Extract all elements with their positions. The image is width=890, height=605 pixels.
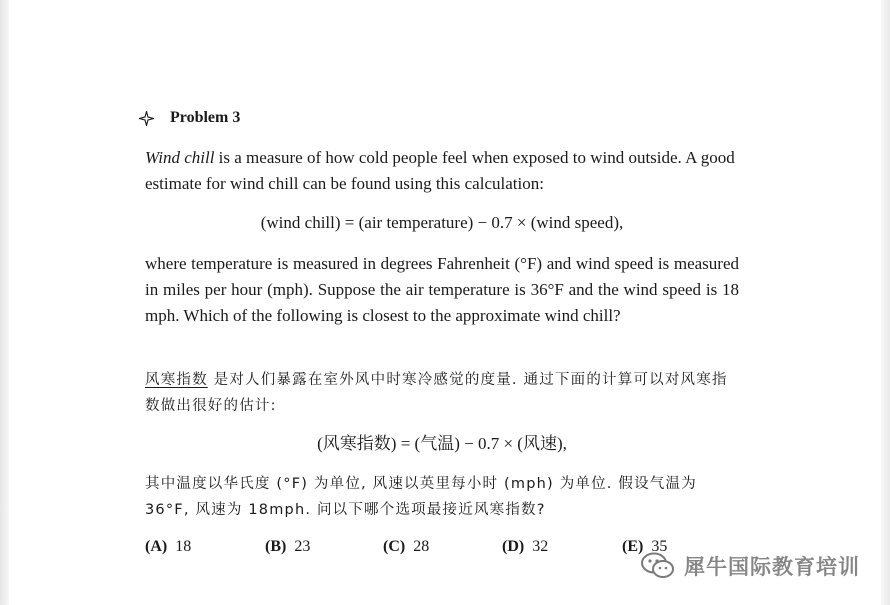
problem-intro <box>145 145 739 197</box>
choice-value: 18 <box>175 538 192 555</box>
problem-body: where temperature is measured in degrees Fahrenheit (°F) and wind speed is measured in miles per hour (mph). Suppose the air temperature is 36°F and the wind speed is 18 mph. Which of the following is closest to the approximate wind chill? <box>145 254 739 325</box>
choice-letter: (E) <box>622 538 644 555</box>
page-edge-right <box>881 0 890 605</box>
choice-c <box>383 534 429 560</box>
choice-value: 32 <box>532 538 549 555</box>
choice-letter: (B) <box>265 538 287 555</box>
choice-d <box>502 534 548 560</box>
chinese-intro-text: 是对人们暴露在室外风中时寒冷感觉的度量. 通过下面的计算可以对风寒指数做出很好的估计: <box>145 372 728 414</box>
wechat-icon <box>640 551 676 581</box>
choice-value: 35 <box>651 538 668 555</box>
choice-value: 28 <box>413 538 430 555</box>
choice-value: 23 <box>294 538 311 555</box>
four-point-star-icon <box>139 111 154 126</box>
chinese-body: 其中温度以华氏度 (°F) 为单位, 风速以英里每小时 (mph) 为单位. 假设气温为 36°F, 风速为 18mph. 问以下哪个选项最接近风寒指数? <box>145 476 697 518</box>
choice-letter: (A) <box>145 538 168 555</box>
page-edge-left <box>0 0 9 605</box>
term-chinese: 风寒指数 <box>145 372 208 388</box>
watermark <box>640 551 860 581</box>
problem-header <box>139 109 240 127</box>
choice-b <box>265 534 310 560</box>
formula-chinese: (风寒指数) = (气温) − 0.7 × (风速), <box>317 434 567 453</box>
intro-text: is a measure of how cold people feel when exposed to wind outside. A good estimate for wind chill can be found using this calculation: <box>145 148 735 193</box>
chinese-intro <box>145 367 739 419</box>
formula-english: (wind chill) = (air temperature) − 0.7 × (wind speed), <box>260 213 624 232</box>
choice-a <box>145 534 191 560</box>
choice-letter: (D) <box>502 538 525 555</box>
choice-letter: (C) <box>383 538 406 555</box>
watermark-text: 犀牛国际教育培训 <box>684 555 860 579</box>
problem-title: Problem 3 <box>170 109 241 126</box>
term-wind-chill: Wind chill <box>145 148 215 167</box>
